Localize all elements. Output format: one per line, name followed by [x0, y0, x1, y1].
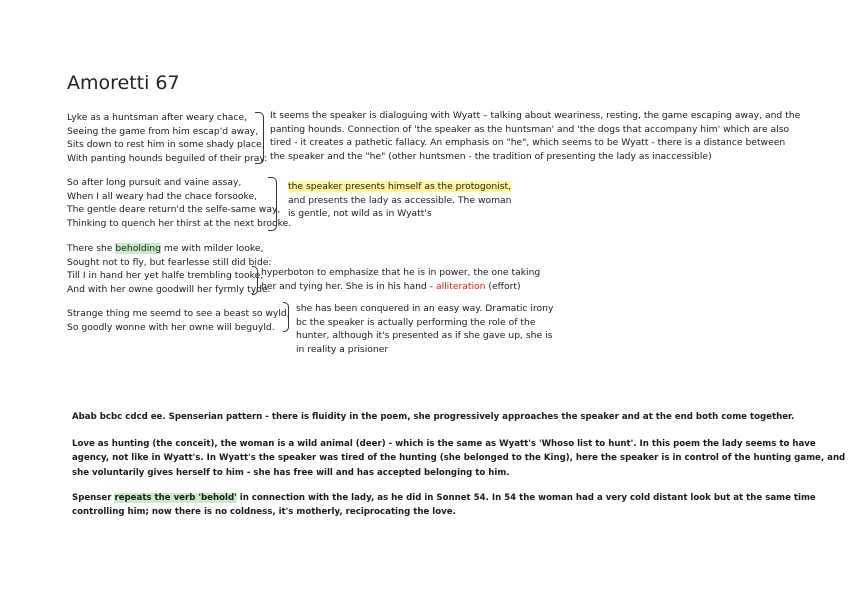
annotation-note-2: the speaker presents himself as the protogonist, and presents the lady as accessible. The woman is gentle, not wild as in Wyatt's: [288, 181, 512, 220]
paragraph-structure: Abab bcbc cdcd ee. Spenserian pattern - there is fluidity in the poem, she progressively approaches the speaker and at the end both come together.: [72, 412, 795, 422]
bracket: [283, 302, 289, 332]
poem-line: So goodly wonne with her owne will beguyld.: [67, 321, 275, 333]
poem-line: When I all weary had the chace forsooke,: [67, 190, 258, 202]
poem-line: Sits down to rest him in some shady place,: [67, 139, 265, 151]
annotation-note-4: she has been conquered in an easy way. Dramatic irony bc the speaker is actually performing the role of the hunter, although it's presented as if she gave up, she is in reality a prisioner: [296, 303, 554, 355]
bracket: [255, 112, 264, 164]
annotation-note-1: It seems the speaker is dialoguing with Wyatt – talking about weariness, resting, the game escaping away, and the panting hounds. Connection of 'the speaker as the huntsman' and 'the dogs that accompany him' which are also tired - it creates a pathetic fallacy. An emphasis on "he", which seems to be Wyatt - there is a distance between the speaker and the "he" (other huntsmen - the tradition of presenting the lady as inaccessible): [270, 110, 801, 162]
poem-line: Strange thing me seemd to see a beast so wyld,: [67, 308, 290, 319]
poem-line: The gentle deare return'd the selfe-same way,: [67, 204, 281, 216]
stanza-3: [67, 242, 272, 296]
stanza-4: [67, 307, 290, 334]
poem-line: Sought not to fly, but fearlesse still did bide:: [67, 256, 272, 268]
highlight: the speaker presents himself as the protogonist,: [288, 181, 512, 192]
poem-line: Thinking to quench her thirst at the next brooke.: [67, 217, 292, 229]
paragraph-behold: Spenser repeats the verb 'behold' in connection with the lady, as he did in Sonnet 54. In 54 the woman had a very cold distant look but at the same time controlling him; now there is no coldness, it's motherly, reciprocating the love.: [72, 493, 816, 518]
paragraph-conceit: Love as hunting (the conceit), the woman is a wild animal (deer) - which is the same as Wyatt's 'Whoso list to hunt'. In this poem the lady seems to have agency, not like in Wyatt's. In Wyatt's the speaker was tired of the hunting (she belonged to the King), here the speaker is in control of the hunting game, and she voluntarily gives herself to him - she has free will and has accepted belonging to him.: [72, 439, 846, 478]
poem-line: With panting hounds beguiled of their pray:: [67, 152, 268, 164]
highlight: beholding: [115, 243, 161, 254]
page-title: Amoretti 67: [67, 72, 180, 94]
highlight: repeats the verb 'behold': [114, 493, 237, 503]
stanza-2: [67, 176, 291, 230]
poem-line: Till I in hand her yet halfe trembling tooke,: [67, 270, 264, 282]
poem-line: So after long pursuit and vaine assay,: [67, 177, 242, 188]
poem-line: And with her owne goodwill her fyrmly tyde.: [67, 283, 271, 295]
bracket: [252, 266, 258, 295]
stanza-1: [67, 111, 267, 165]
poem-line: Seeing the game from him escap'd away,: [67, 125, 259, 137]
poem-line: Lyke as a huntsman after weary chace,: [67, 112, 248, 123]
red-text: alliteration: [435, 280, 486, 292]
bracket: [268, 177, 277, 231]
poem-line: There she beholding me with milder looke,: [67, 243, 264, 254]
annotation-note-3: hyperboton to emphasize that he is in power, the one taking her and tying her. She is in his hand - alliteration (effort): [261, 267, 541, 292]
